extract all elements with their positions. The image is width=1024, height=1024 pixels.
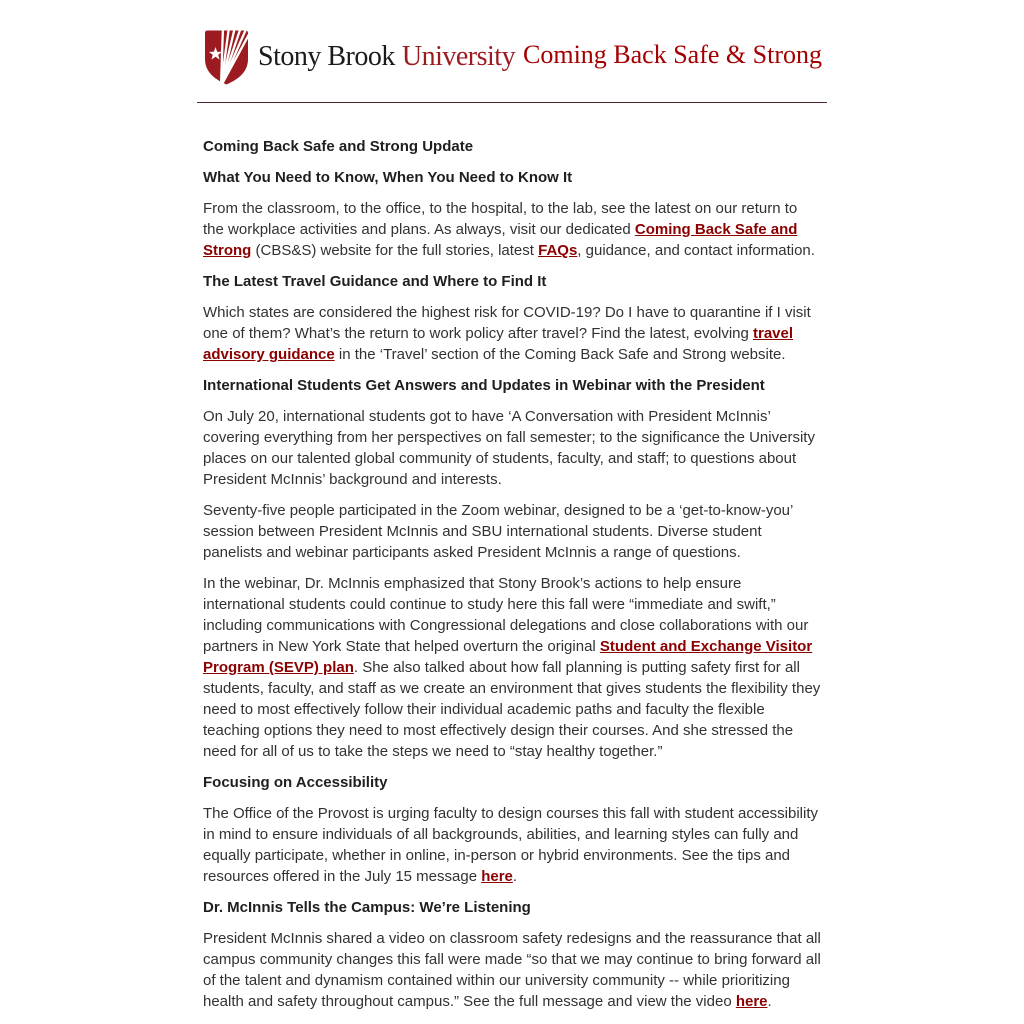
newsletter-header (197, 26, 827, 88)
heading-what-you-need-to-know: What You Need to Know, When You Need to Know It (203, 169, 573, 186)
heading-travel-guidance: The Latest Travel Guidance and Where to Find It (203, 273, 547, 290)
stony-brook-logo[interactable] (203, 29, 515, 86)
text-run: , guidance, and contact information. (577, 242, 815, 259)
newsletter-title: Coming Back Safe & Strong (523, 40, 822, 69)
newsletter-body (197, 103, 827, 1012)
paragraph-accessibility (203, 803, 822, 887)
text-run: Seventy-five people participated in the Zoom webinar, designed to be a ‘get-to-know-you’ session between President McInnis and SBU international students. Diverse student panelists and webinar participants asked President McInnis a range of questions. (203, 502, 793, 561)
text-run: On July 20, international students got to have ‘A Conversation with President McInnis’ covering everything from her perspectives on fall semester; to the significance the University places on our talented global community of students, faculty, and staff; to questions about President McInnis’ background and interests. (203, 408, 815, 488)
paragraph-travel (203, 302, 822, 365)
text-run: President McInnis shared a video on classroom safety redesigns and the reassurance that all campus community changes this fall were made “so that we may continue to bring forward all of the talent and dynamism contained within our university community -- while prioritizing health and safety throughout campus.” See the full message and view the video (203, 930, 821, 1010)
heading-international-students-webinar: International Students Get Answers and Updates in Webinar with the President (203, 377, 765, 394)
text-run: (CBS&S) website for the full stories, latest (251, 242, 539, 259)
heading-update: Coming Back Safe and Strong Update (203, 138, 474, 155)
logo-text-stony-brook: Stony Brook (258, 41, 395, 72)
link-sevp-plan[interactable]: Student and Exchange Visitor Program (SEVP) plan (203, 638, 813, 676)
email-newsletter (197, 0, 827, 1012)
text-run: From the classroom, to the office, to the hospital, to the lab, see the latest on our return to the workplace activities and plans. As always, visit our dedicated (203, 200, 798, 238)
link-travel-advisory-guidance[interactable]: travel advisory guidance (203, 325, 794, 363)
text-run: The Office of the Provost is urging faculty to design courses this fall with student accessibility in mind to ensure individuals of all backgrounds, abilities, and learning styles can fully and equally participate, whether in online, in-person or hybrid environments. See the tips and resources offered in the July 15 message (203, 805, 819, 885)
logo-text-university: University (401, 41, 516, 72)
paragraph-webinar-overview (203, 406, 822, 490)
heading-accessibility: Focusing on Accessibility (203, 774, 388, 791)
text-run: . She also talked about how fall planning is putting safety first for all students, faculty, and staff as we create an environment that gives students the flexibility they need to most effectively follow their individual academic paths and faculty the flexible teaching options they need to most effectively design their courses. And she stressed the need for all of us to take the steps we need to “stay healthy together.” (203, 659, 821, 760)
stony-brook-shield-icon (203, 29, 250, 86)
link-faqs[interactable]: FAQs (538, 242, 578, 259)
paragraph-video-message (203, 928, 822, 1012)
link-video-here[interactable]: here (735, 993, 768, 1010)
link-coming-back-safe-and-strong[interactable]: Coming Back Safe and Strong (203, 221, 798, 259)
text-run: Which states are considered the highest risk for COVID-19? Do I have to quarantine if I visit one of them? What’s the return to work policy after travel? Find the latest, evolving (203, 304, 811, 342)
text-run: in the ‘Travel’ section of the Coming Back Safe and Strong website. (334, 346, 786, 363)
paragraph-webinar-details (203, 573, 822, 762)
logo-wordmark (258, 41, 515, 73)
paragraph-webinar-participants (203, 500, 822, 563)
text-run: . (512, 868, 518, 885)
text-run: In the webinar, Dr. McInnis emphasized that Stony Brook’s actions to help ensure international students could continue to study here this fall were “immediate and swift,” including communications with Congressional delegations and close collaborations with our partners in New York State that helped overturn the original (203, 575, 809, 655)
link-accessibility-here[interactable]: here (481, 868, 513, 885)
text-run: . (767, 993, 772, 1010)
heading-were-listening: Dr. McInnis Tells the Campus: We’re Listening (203, 899, 531, 916)
paragraph-intro (203, 198, 822, 261)
